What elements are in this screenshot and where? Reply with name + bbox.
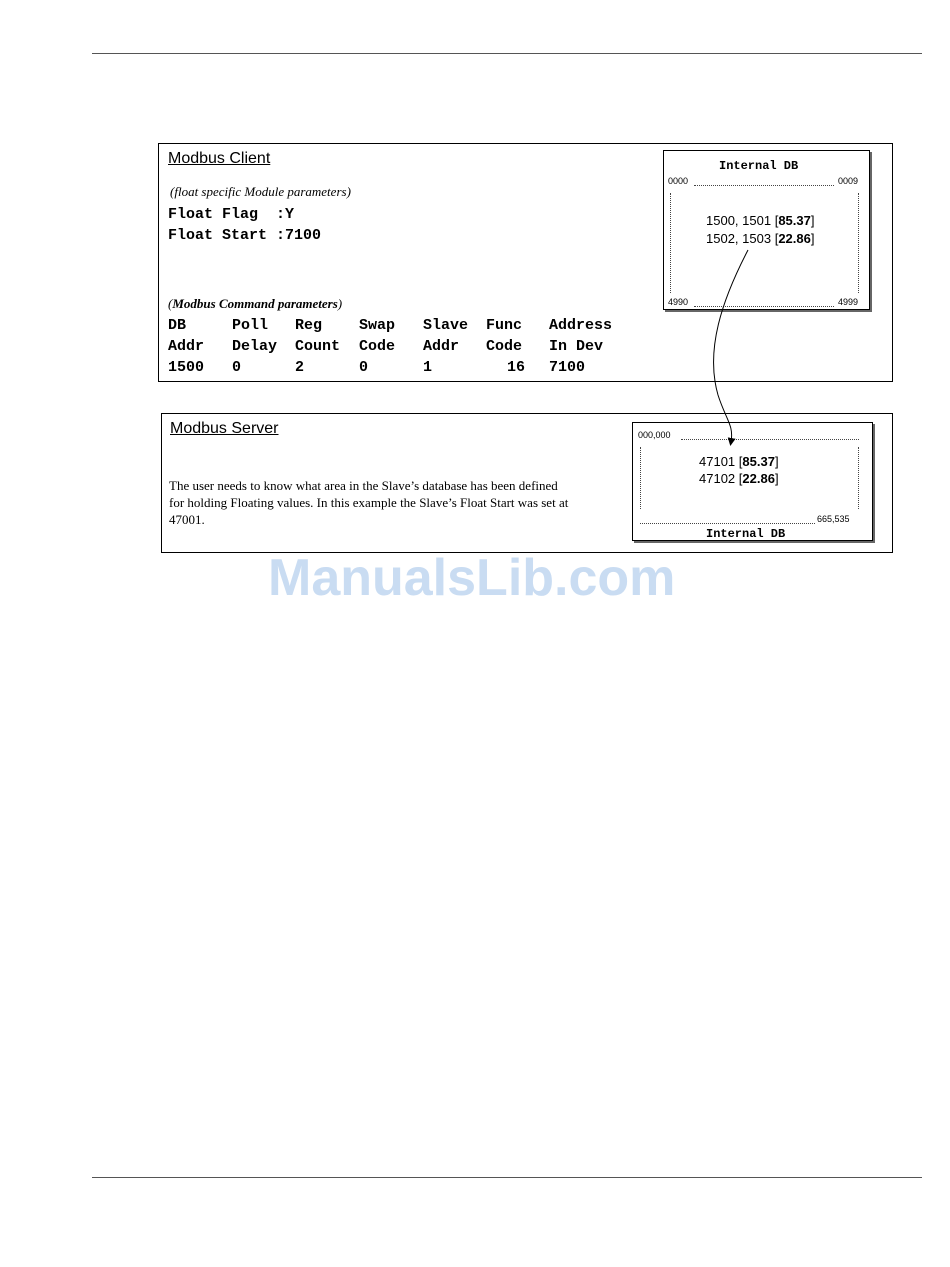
float-start-line: Float Start :7100 — [168, 227, 322, 244]
header-address: Address — [549, 317, 613, 334]
watermark: ManualsLib.com — [268, 549, 676, 607]
header-slave: Slave — [423, 317, 469, 334]
server-db-row-2: 47102 [22.86] — [699, 471, 779, 486]
header-func: Func — [486, 317, 523, 334]
value-func-code: 16 — [507, 359, 526, 376]
server-db-end-addr: 665,535 — [817, 514, 850, 524]
command-params-note: (Modbus Command parameters) — [168, 296, 343, 311]
header-db: DB — [168, 317, 187, 334]
server-description: The user needs to know what area in the Slave’s database has been defined for holding Floating values. In this example the Slave’s Float Start was set at 47001. — [169, 478, 569, 527]
client-db-end-addr: 4990 — [668, 297, 689, 307]
value-poll-delay: 0 — [232, 359, 242, 376]
value-address-in-dev: 7100 — [549, 359, 586, 376]
value-slave-addr: 1 — [423, 359, 433, 376]
header-addr: Addr — [168, 338, 205, 355]
client-db-title: Internal DB — [719, 159, 799, 173]
header-in-dev: In Dev — [549, 338, 604, 355]
arrow-curve — [714, 250, 748, 442]
client-db-row-2: 1502, 1503 [22.86] — [706, 231, 815, 246]
header-count: Count — [295, 338, 341, 355]
server-db-start-addr: 000,000 — [638, 430, 671, 440]
server-db-row-1: 47101 [85.37] — [699, 454, 779, 469]
client-db-start-end: 0009 — [838, 176, 859, 186]
header-slave-addr: Addr — [423, 338, 460, 355]
client-db-start-addr: 0000 — [668, 176, 689, 186]
client-db-end-end: 4999 — [838, 297, 859, 307]
modbus-client-title: Modbus Client — [168, 150, 271, 167]
modbus-server-title: Modbus Server — [170, 420, 279, 437]
header-poll: Poll — [232, 317, 269, 334]
module-params-note: (float specific Module parameters) — [170, 184, 351, 199]
value-reg-count: 2 — [295, 359, 305, 376]
float-flag-line: Float Flag :Y — [168, 206, 295, 223]
header-reg: Reg — [295, 317, 323, 334]
header-delay: Delay — [232, 338, 278, 355]
value-db-addr: 1500 — [168, 359, 205, 376]
client-db-row-1: 1500, 1501 [85.37] — [706, 213, 815, 228]
header-code: Code — [359, 338, 396, 355]
value-swap-code: 0 — [359, 359, 369, 376]
server-db-title: Internal DB — [706, 527, 786, 541]
header-func-code: Code — [486, 338, 523, 355]
header-swap: Swap — [359, 317, 396, 334]
